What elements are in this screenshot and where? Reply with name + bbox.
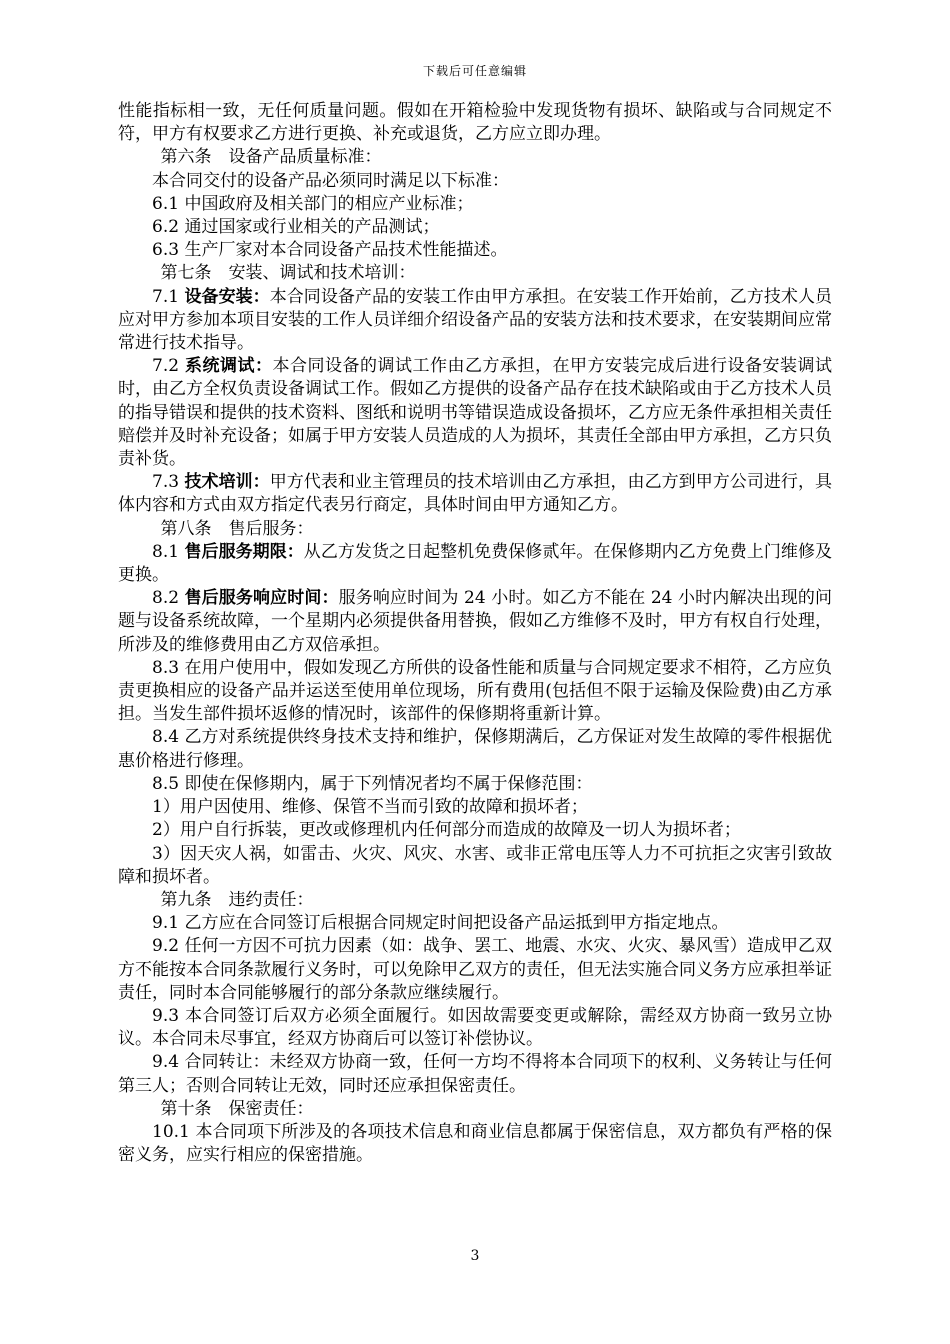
clause-text: 本合同设备产品的安装工作由甲方承担。在安装工作开始前，乙方技术人员应对甲方参加本项目安装的工作人员详细介绍设备产品的安装方法和技术要求，在安装期间应常常进行技术指导。 (118, 286, 833, 354)
list-item: 2）用户自行拆装，更改或修理机内任何部分而造成的故障及一切人为损坏者； (152, 820, 741, 841)
clause-text: 甲方代表和业主管理员的技术培训由乙方承担，由乙方到甲方公司进行，具体内容和方式由双方指定代表另行商定，具体时间由甲方通知乙方。 (118, 472, 833, 516)
clause-number: 8.2 (152, 588, 185, 609)
clause-7-1 (118, 286, 832, 356)
page-number: 3 (470, 1248, 480, 1264)
clause-6-3: 6.3 生产厂家对本合同设备产品技术性能描述。 (152, 240, 508, 261)
clause-7-3 (118, 471, 832, 517)
clause-text: 从乙方发货之日起整机免费保修贰年。在保修期内乙方免费上门维修及更换。 (118, 541, 833, 586)
section-heading-10: 第十条 保密责任： (160, 1098, 314, 1119)
clause-keyword: 系统调试： (184, 356, 273, 377)
clause-keyword: 设备安装： (184, 286, 270, 307)
clause-text: 服务响应时间为 24 小时。如乙方不能在 24 小时内解决出现的问题与设备系统故障，一个星期内必须提供备用替换，假如乙方维修不及时，甲方有权自行处理，所涉及的维修费用由乙方双倍承担。 (118, 588, 832, 655)
clause-8-1 (118, 541, 832, 587)
clause-9-2: 9.2 任何一方因不可抗力因素（如：战争、罢工、地震、水灾、火灾、暴风雪）造成甲乙双方不能按本合同条款履行义务时，可以免除甲乙双方的责任，但无法实施合同义务方应承担举证责任，同时本合同能够履行的部分条款应继续履行。 (118, 936, 832, 1003)
clause-text: 本合同设备的调试工作由乙方承担，在甲方安装完成后进行设备安装调试时，由乙方全权负责设备调试工作。假如乙方提供的设备产品存在技术缺陷或由于乙方技术人员的指导错误和提供的技术资料、图纸和说明书等错误造成设备损坏，乙方应无条件承担相关责任赔偿并及时补充设备；如属于甲方安装人员造成的人为损坏，其责任全部由甲方承担，乙方只负责补货。 (118, 356, 833, 470)
clause-number: 8.1 (152, 541, 185, 562)
clause-keyword: 售后服务响应时间： (184, 588, 339, 609)
clause-10-1: 10.1 本合同项下所涉及的各项技术信息和商业信息都属于保密信息，双方都负有严格的保密义务，应实行相应的保密措施。 (118, 1121, 832, 1166)
clause-8-3: 8.3 在用户使用中，假如发现乙方所供的设备性能和质量与合同规定要求不相符，乙方应负责更换相应的设备产品并运送至使用单位现场，所有费用(包括但不限于运输及保险费)由乙方承担。当发生部件损坏返修的情况时，该部件的保修期将重新计算。 (118, 657, 832, 725)
section-heading-9: 第九条 违约责任： (160, 889, 314, 910)
list-item: 3）因天灾人祸，如雷击、火灾、风灾、水害、或非正常电压等人力不可抗拒之灾害引致故障和损坏者。 (118, 843, 832, 887)
clause-8-4: 8.4 乙方对系统提供终身技术支持和维护，保修期满后，乙方保证对发生故障的零件根据优惠价格进行修理。 (118, 727, 832, 771)
document-body (118, 100, 832, 1167)
paragraph: 性能指标相一致，无任何质量问题。假如在开箱检验中发现货物有损坏、缺陷或与合同规定不符，甲方有权要求乙方进行更换、补充或退货，乙方应立即办理。 (118, 101, 832, 145)
clause-6-1: 6.1 中国政府及相关部门的相应产业标准； (152, 193, 474, 214)
clause-number: 7.2 (152, 356, 185, 377)
clause-keyword: 技术培训： (184, 472, 270, 493)
clause-8-5: 8.5 即使在保修期内，属于下列情况者均不属于保修范围： (152, 773, 593, 794)
clause-8-2 (118, 587, 832, 657)
clause-7-2 (118, 355, 832, 471)
paragraph: 本合同交付的设备产品必须同时满足以下标准： (152, 170, 509, 191)
clause-6-2: 6.2 通过国家或行业相关的产品测试； (152, 217, 440, 238)
section-heading-7: 第七条 安装、调试和技术培训： (160, 263, 416, 284)
clause-number: 7.1 (152, 286, 185, 307)
clause-number: 7.3 (152, 472, 185, 493)
section-heading-8: 第八条 售后服务： (160, 518, 314, 539)
section-heading-6: 第六条 设备产品质量标准： (160, 147, 382, 168)
page-header: 下载后可任意编辑 (422, 64, 527, 78)
list-item: 1）用户因使用、维修、保管不当而引致的故障和损坏者； (152, 797, 588, 818)
clause-keyword: 售后服务期限： (184, 541, 304, 562)
clause-9-1: 9.1 乙方应在合同签订后根据合同规定时间把设备产品运抵到甲方指定地点。 (152, 913, 729, 934)
clause-9-3: 9.3 本合同签订后双方必须全面履行。如因故需要变更或解除，需经双方协商一致另立协议。本合同未尽事宜，经双方协商后可以签订补偿协议。 (118, 1005, 832, 1050)
clause-9-4: 9.4 合同转让：未经双方协商一致，任何一方均不得将本合同项下的权利、义务转让与任何第三人；否则合同转让无效，同时还应承担保密责任。 (118, 1052, 832, 1096)
